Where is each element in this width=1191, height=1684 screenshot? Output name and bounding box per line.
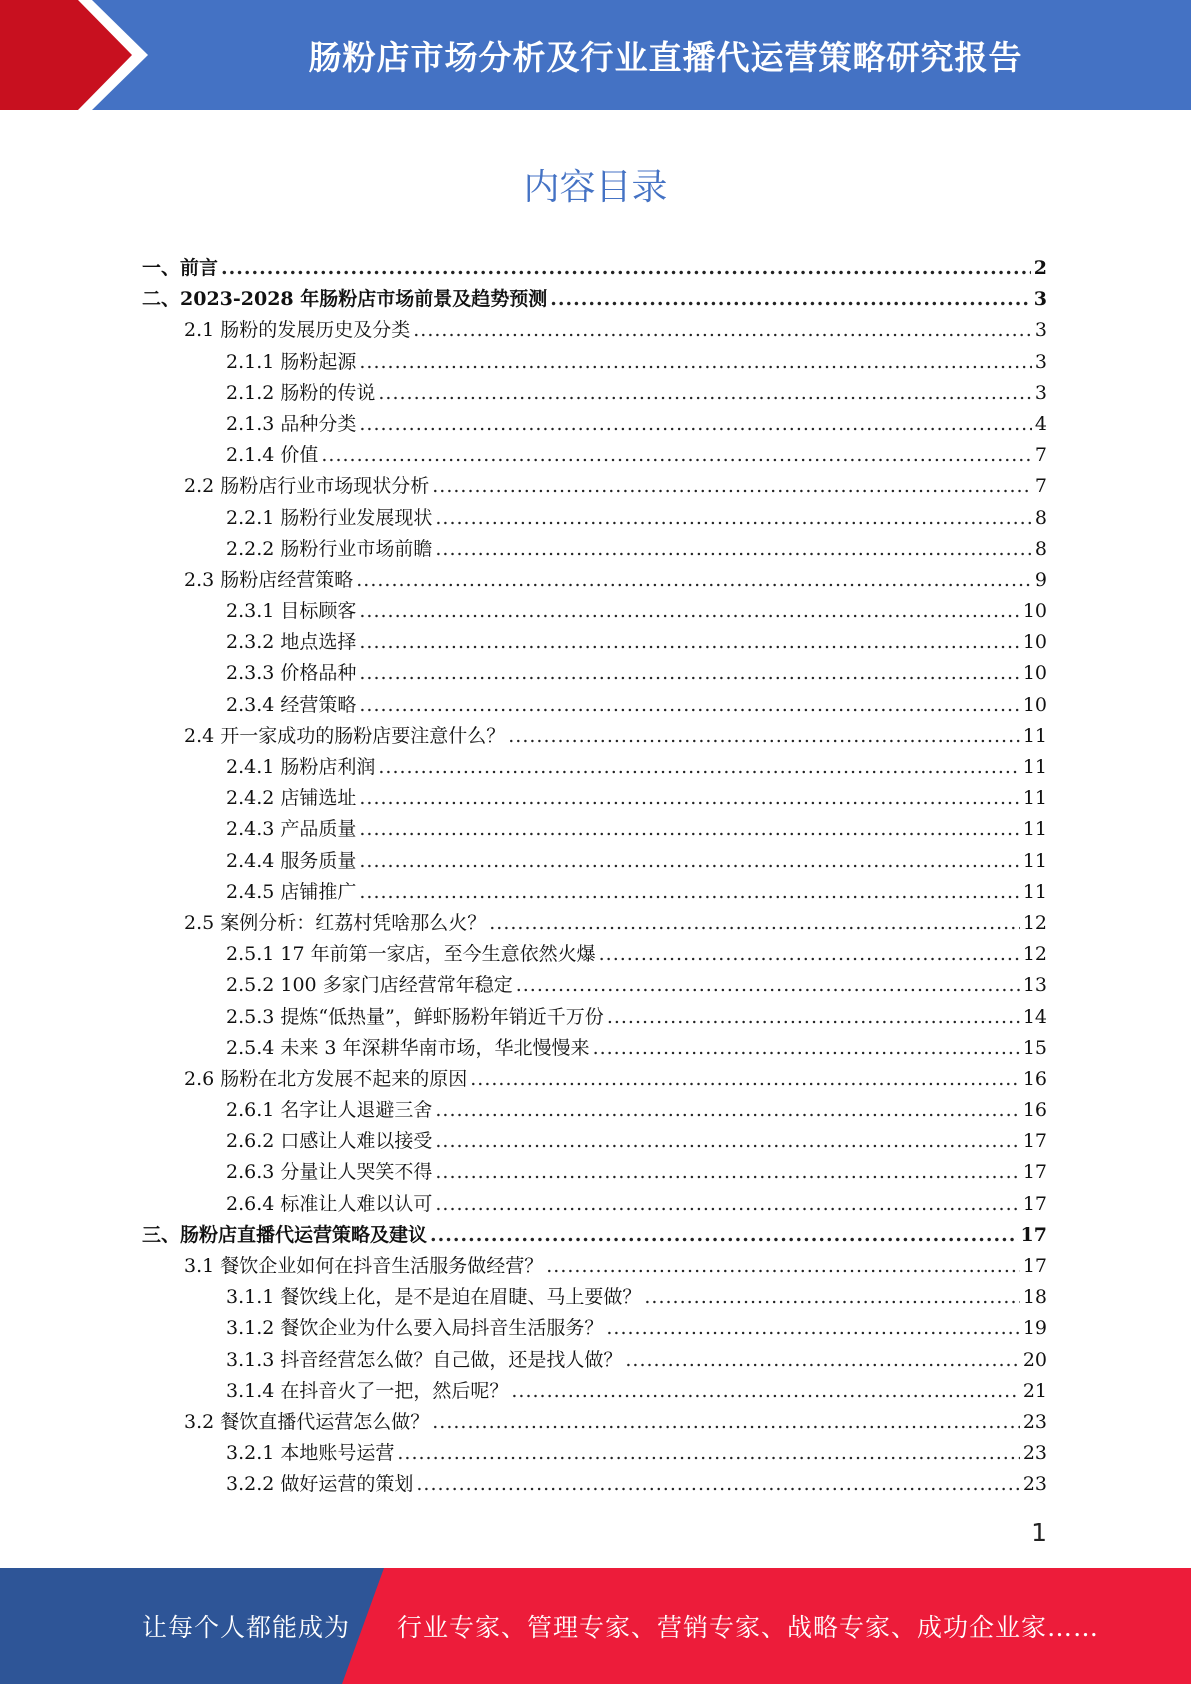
toc-dot-leader bbox=[359, 627, 1019, 658]
toc-entry-page: 17 bbox=[1020, 1223, 1047, 1246]
toc-entry-page: 2 bbox=[1033, 257, 1047, 279]
toc-dot-leader bbox=[359, 690, 1019, 721]
toc-entry-page: 17 bbox=[1022, 1192, 1047, 1215]
toc-entry-page: 16 bbox=[1022, 1099, 1047, 1122]
toc-dot-leader bbox=[489, 908, 1020, 939]
toc-entry[interactable] bbox=[142, 1126, 1047, 1157]
toc-entry[interactable] bbox=[142, 565, 1047, 596]
toc-entry[interactable] bbox=[142, 1033, 1047, 1064]
toc-entry-page: 23 bbox=[1022, 1410, 1047, 1433]
toc-entry-label: 2.5 案例分析：红荔村凭啥那么火？ bbox=[184, 911, 487, 934]
toc-entry[interactable] bbox=[142, 1313, 1047, 1344]
toc-heading: 内容目录 bbox=[523, 167, 668, 208]
toc-entry-page: 4 bbox=[1034, 412, 1047, 435]
toc-entry-label: 2.6.4 标准让人难以认可 bbox=[226, 1192, 433, 1215]
toc-entry-page: 8 bbox=[1034, 506, 1047, 529]
toc-entry-label: 2.4.4 服务质量 bbox=[226, 849, 357, 872]
toc-dot-leader bbox=[378, 378, 1032, 409]
toc-entry[interactable] bbox=[142, 939, 1047, 970]
toc-entry[interactable] bbox=[142, 1002, 1047, 1033]
toc-dot-leader bbox=[359, 814, 1019, 845]
toc-entry[interactable] bbox=[142, 284, 1047, 315]
toc-dot-leader bbox=[321, 440, 1032, 471]
toc-entry-page: 11 bbox=[1022, 849, 1047, 872]
toc-dot-leader bbox=[435, 1095, 1019, 1126]
page-header bbox=[0, 0, 1191, 110]
toc-entry-label: 2.2.1 肠粉行业发展现状 bbox=[226, 506, 433, 529]
toc-entry-page: 3 bbox=[1034, 350, 1047, 373]
toc-entry[interactable] bbox=[142, 1095, 1047, 1126]
toc-dot-leader bbox=[511, 1376, 1019, 1407]
toc-dot-leader bbox=[599, 939, 1020, 970]
toc-entry-label: 三、肠粉店直播代运营策略及建议 bbox=[142, 1223, 428, 1246]
toc-entry-label: 2.3.1 目标顾客 bbox=[226, 600, 357, 623]
toc-entry-label: 2.3.4 经营策略 bbox=[226, 693, 357, 716]
toc-dot-leader bbox=[397, 1438, 1019, 1469]
toc-entry-label: 2.4.3 产品质量 bbox=[226, 818, 357, 841]
header-arrow-decoration bbox=[0, 0, 200, 110]
toc-entry-page: 12 bbox=[1022, 943, 1047, 966]
toc-entry-label: 3.2.1 本地账号运营 bbox=[226, 1442, 395, 1465]
toc-entry-page: 10 bbox=[1022, 631, 1047, 654]
toc-entry-label: 3.1.2 餐饮企业为什么要入局抖音生活服务？ bbox=[226, 1317, 604, 1340]
toc-entry-page: 10 bbox=[1022, 600, 1047, 623]
toc-entry-label: 2.3.2 地点选择 bbox=[226, 631, 357, 654]
toc-entry-label: 3.1 餐饮企业如何在抖音生活服务做经营？ bbox=[184, 1255, 544, 1277]
toc-entry[interactable] bbox=[142, 970, 1047, 1001]
toc-entry[interactable] bbox=[142, 1407, 1047, 1438]
toc-dot-leader bbox=[413, 315, 1032, 346]
toc-entry-label: 2.4.2 店铺选址 bbox=[226, 787, 357, 810]
toc-entry-label: 2.6 肠粉在北方发展不起来的原因 bbox=[184, 1067, 468, 1090]
toc-entry[interactable] bbox=[142, 596, 1047, 627]
toc-dot-leader bbox=[607, 1002, 1020, 1033]
toc-entry[interactable] bbox=[142, 409, 1047, 440]
toc-entry-label: 2.1.3 品种分类 bbox=[226, 412, 357, 435]
toc-dot-leader bbox=[550, 284, 1031, 315]
toc-entry[interactable] bbox=[142, 783, 1047, 814]
toc-entry-page: 3 bbox=[1034, 319, 1047, 342]
toc-entry[interactable] bbox=[142, 1220, 1047, 1251]
toc-entry-label: 2.6.1 名字让人退避三舍 bbox=[226, 1099, 433, 1122]
toc-dot-leader bbox=[359, 409, 1032, 440]
toc-entry[interactable] bbox=[142, 1469, 1047, 1500]
toc-dot-leader bbox=[470, 1064, 1020, 1095]
toc-entry[interactable] bbox=[142, 1345, 1047, 1376]
toc-dot-leader bbox=[378, 752, 1019, 783]
toc-entry[interactable] bbox=[142, 347, 1047, 378]
toc-dot-leader bbox=[359, 877, 1019, 908]
toc-entry-label: 2.1.1 肠粉起源 bbox=[226, 350, 357, 373]
toc-entry[interactable] bbox=[142, 690, 1047, 721]
toc-dot-leader bbox=[625, 1345, 1019, 1376]
toc-entry[interactable] bbox=[142, 1282, 1047, 1313]
toc-entry-label: 2.3 肠粉店经营策略 bbox=[184, 568, 354, 591]
toc-entry-page: 17 bbox=[1022, 1255, 1047, 1277]
toc-dot-leader bbox=[359, 783, 1019, 814]
toc-entry[interactable] bbox=[142, 1438, 1047, 1469]
toc-entry-page: 11 bbox=[1022, 880, 1047, 903]
toc-dot-leader bbox=[359, 658, 1019, 689]
toc-entry-page: 11 bbox=[1022, 756, 1047, 778]
toc-dot-leader bbox=[432, 1407, 1020, 1438]
table-of-contents bbox=[142, 253, 1047, 1501]
toc-entry-label: 2.6.2 口感让人难以接受 bbox=[226, 1130, 433, 1153]
toc-entry-page: 3 bbox=[1033, 288, 1047, 311]
toc-entry[interactable] bbox=[142, 1189, 1047, 1220]
page-number: 1 bbox=[1031, 1518, 1047, 1547]
toc-dot-leader bbox=[359, 846, 1019, 877]
report-title: 肠粉店市场分析及行业直播代运营策略研究报告 bbox=[308, 37, 1023, 77]
toc-dot-leader bbox=[416, 1469, 1019, 1500]
toc-entry-page: 17 bbox=[1022, 1161, 1047, 1184]
toc-dot-leader bbox=[435, 1157, 1019, 1188]
toc-entry-label: 2.1 肠粉的发展历史及分类 bbox=[184, 319, 411, 342]
toc-entry-label: 2.5.3 提炼“低热量”，鲜虾肠粉年销近千万份 bbox=[226, 1005, 604, 1028]
toc-dot-leader bbox=[435, 534, 1032, 565]
toc-dot-leader bbox=[508, 721, 1020, 752]
toc-entry-page: 7 bbox=[1034, 444, 1047, 467]
toc-entry-page: 12 bbox=[1022, 911, 1047, 934]
toc-entry[interactable] bbox=[142, 1251, 1047, 1282]
toc-entry-label: 3.1.3 抖音经营怎么做？自己做，还是找人做？ bbox=[226, 1348, 623, 1371]
toc-entry-page: 13 bbox=[1022, 974, 1047, 997]
toc-entry-page: 16 bbox=[1022, 1067, 1047, 1090]
toc-entry[interactable] bbox=[142, 503, 1047, 534]
toc-entry-page: 14 bbox=[1022, 1005, 1047, 1028]
toc-entry-page: 11 bbox=[1022, 787, 1047, 810]
toc-dot-leader bbox=[430, 1220, 1018, 1251]
footer-slogan-left: 让每个人都能成为 bbox=[142, 1613, 351, 1642]
toc-dot-leader bbox=[359, 347, 1032, 378]
toc-entry[interactable] bbox=[142, 752, 1047, 783]
toc-entry-label: 2.5.1 17 年前第一家店，至今生意依然火爆 bbox=[226, 943, 596, 966]
toc-entry-page: 23 bbox=[1022, 1442, 1047, 1465]
toc-dot-leader bbox=[593, 1033, 1020, 1064]
toc-entry-page: 8 bbox=[1034, 537, 1047, 560]
toc-entry-label: 2.4.1 肠粉店利润 bbox=[226, 756, 376, 778]
toc-entry[interactable] bbox=[142, 814, 1047, 845]
toc-entry-page: 3 bbox=[1034, 381, 1047, 404]
toc-entry-page: 18 bbox=[1022, 1286, 1047, 1309]
page-footer bbox=[0, 1568, 1191, 1684]
toc-dot-leader bbox=[546, 1251, 1020, 1282]
toc-entry-label: 3.1.1 餐饮线上化，是不是迫在眉睫、马上要做？ bbox=[226, 1286, 642, 1309]
toc-dot-leader bbox=[435, 1189, 1019, 1220]
toc-entry-label: 一、前言 bbox=[142, 257, 219, 279]
toc-dot-leader bbox=[516, 970, 1020, 1001]
toc-entry-page: 10 bbox=[1022, 693, 1047, 716]
toc-dot-leader bbox=[644, 1282, 1019, 1313]
toc-entry[interactable] bbox=[142, 471, 1047, 502]
toc-entry[interactable] bbox=[142, 908, 1047, 939]
toc-entry[interactable] bbox=[142, 378, 1047, 409]
toc-entry-label: 3.2.2 做好运营的策划 bbox=[226, 1473, 414, 1496]
toc-entry[interactable] bbox=[142, 721, 1047, 752]
toc-entry[interactable] bbox=[142, 877, 1047, 908]
footer-slogan-right: 行业专家、管理专家、营销专家、战略专家、成功企业家…… bbox=[397, 1613, 1100, 1642]
toc-entry-page: 7 bbox=[1034, 475, 1047, 498]
toc-dot-leader bbox=[356, 565, 1032, 596]
toc-entry-label: 2.5.4 未来 3 年深耕华南市场，华北慢慢来 bbox=[226, 1036, 590, 1059]
toc-entry-label: 2.3.3 价格品种 bbox=[226, 662, 357, 685]
toc-entry[interactable] bbox=[142, 1157, 1047, 1188]
toc-entry-label: 2.5.2 100 多家门店经营常年稳定 bbox=[226, 974, 513, 997]
toc-entry[interactable] bbox=[142, 1376, 1047, 1407]
toc-entry[interactable] bbox=[142, 1064, 1047, 1095]
toc-entry[interactable] bbox=[142, 658, 1047, 689]
toc-entry-label: 2.6.3 分量让人哭笑不得 bbox=[226, 1161, 433, 1184]
toc-entry[interactable] bbox=[142, 534, 1047, 565]
toc-dot-leader bbox=[432, 471, 1032, 502]
toc-entry[interactable] bbox=[142, 253, 1047, 284]
toc-dot-leader bbox=[606, 1313, 1019, 1344]
toc-entry-label: 2.4 开一家成功的肠粉店要注意什么？ bbox=[184, 724, 506, 747]
toc-entry-page: 9 bbox=[1034, 568, 1047, 591]
toc-dot-leader bbox=[435, 1126, 1019, 1157]
toc-entry-page: 21 bbox=[1022, 1379, 1047, 1402]
toc-entry-page: 17 bbox=[1022, 1130, 1047, 1153]
toc-entry-label: 2.1.2 肠粉的传说 bbox=[226, 381, 376, 404]
toc-entry-page: 10 bbox=[1022, 662, 1047, 685]
toc-entry[interactable] bbox=[142, 846, 1047, 877]
toc-dot-leader bbox=[435, 503, 1032, 534]
toc-entry-page: 19 bbox=[1022, 1317, 1047, 1340]
toc-entry[interactable] bbox=[142, 315, 1047, 346]
toc-entry-page: 20 bbox=[1022, 1348, 1047, 1371]
toc-entry-label: 2.4.5 店铺推广 bbox=[226, 880, 357, 903]
toc-entry-label: 二、2023-2028 年肠粉店市场前景及趋势预测 bbox=[142, 288, 548, 311]
toc-entry-page: 11 bbox=[1022, 818, 1047, 841]
toc-entry-page: 23 bbox=[1022, 1473, 1047, 1496]
toc-entry-label: 3.2 餐饮直播代运营怎么做？ bbox=[184, 1410, 430, 1433]
toc-dot-leader bbox=[221, 253, 1031, 284]
toc-entry-page: 15 bbox=[1022, 1036, 1047, 1059]
toc-entry[interactable] bbox=[142, 627, 1047, 658]
toc-entry-label: 2.1.4 价值 bbox=[226, 444, 319, 467]
toc-dot-leader bbox=[359, 596, 1019, 627]
toc-entry-label: 3.1.4 在抖音火了一把，然后呢？ bbox=[226, 1379, 509, 1402]
toc-entry[interactable] bbox=[142, 440, 1047, 471]
toc-entry-label: 2.2.2 肠粉行业市场前瞻 bbox=[226, 537, 433, 560]
toc-entry-page: 11 bbox=[1022, 724, 1047, 747]
toc-entry-label: 2.2 肠粉店行业市场现状分析 bbox=[184, 475, 430, 498]
